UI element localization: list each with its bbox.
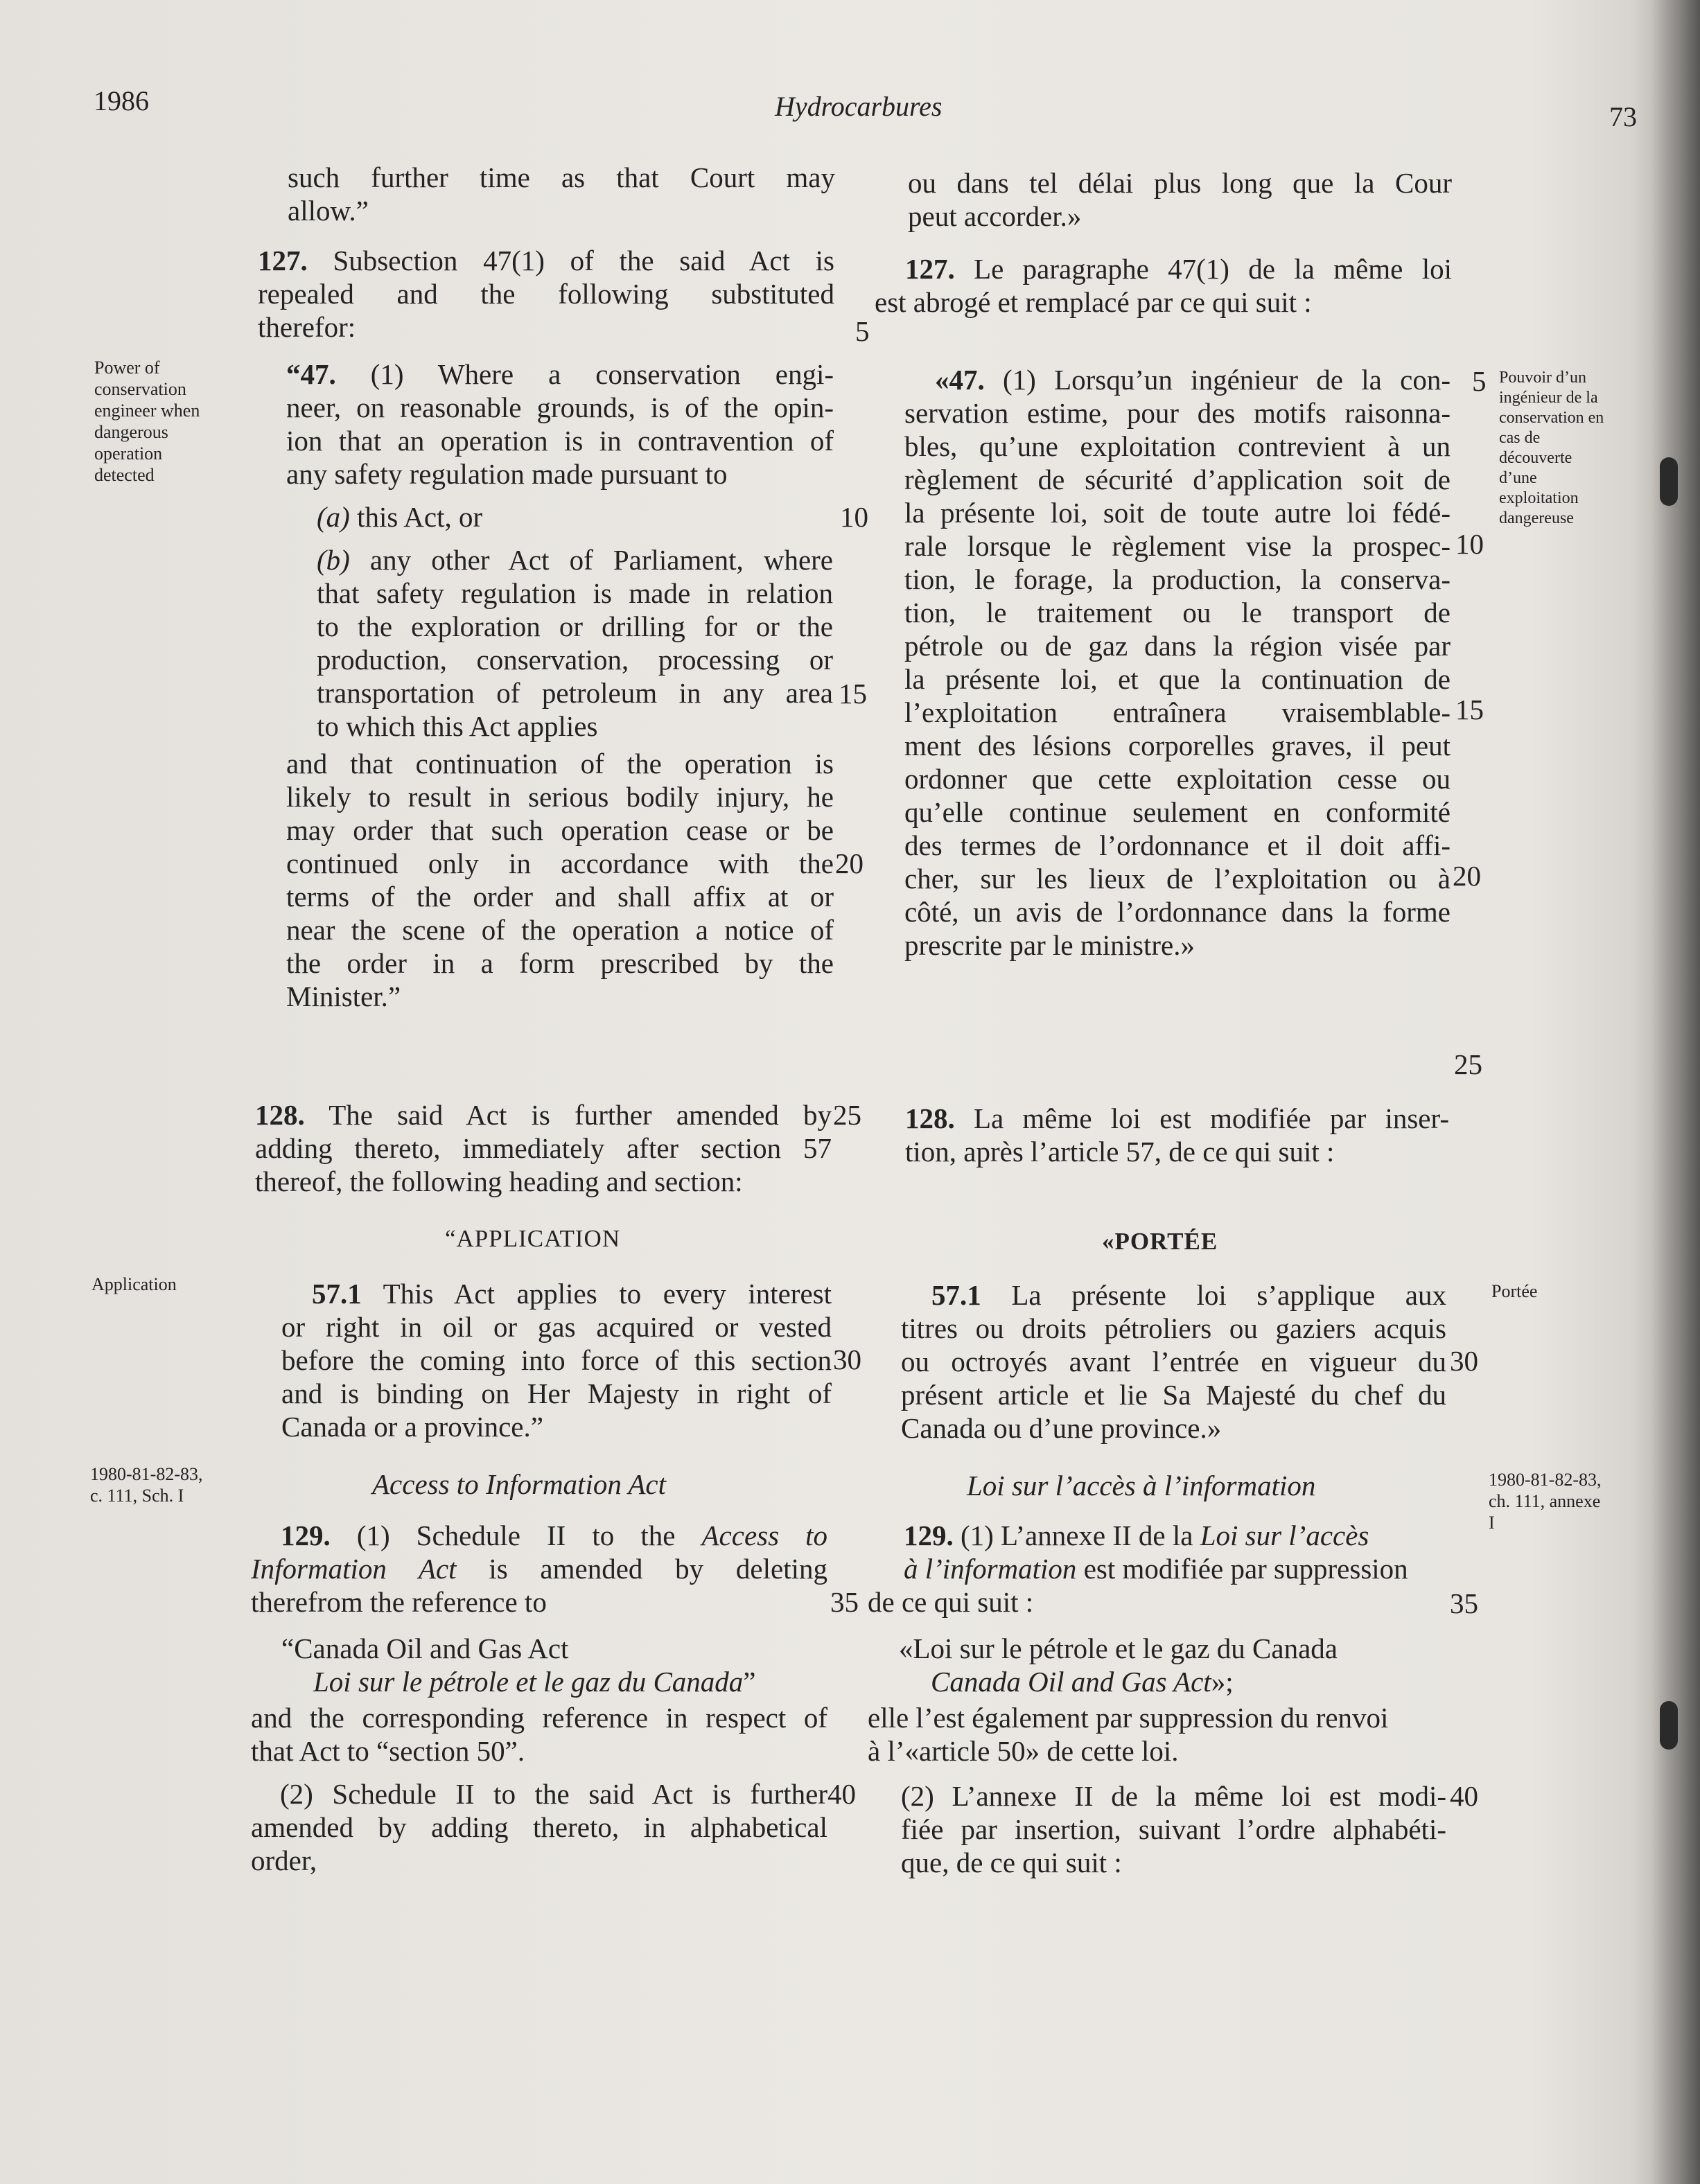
fr-margin-note-reference: 1980-81-82-83, ch. 111, annexe I [1489, 1470, 1602, 1533]
fr-section-127-number: 127. [905, 253, 955, 285]
header-title: Hydrocarbures [775, 91, 943, 122]
en-line-number-20: 20 [835, 847, 864, 879]
en-section-129-tail: and the corresponding reference in respect of that Act to “section 50”. [251, 1702, 827, 1767]
fr-line-number-20: 20 [1453, 860, 1481, 892]
page-edge-shadow [1651, 0, 1700, 2184]
en-line-number-5: 5 [855, 315, 870, 347]
fr-subheading: Loi sur l’accès à l’information [967, 1470, 1316, 1502]
header-year: 1986 [94, 85, 149, 116]
en-line-number-35: 35 [830, 1586, 859, 1618]
en-line-number-15: 15 [839, 678, 867, 710]
fr-section-129-2: (2) L’annexe II de la même loi est modi- fiée par insertion, suivant l’ordre alphabéti- que, de ce qui suit : [901, 1780, 1446, 1878]
fr-section-128: 128. La même loi est modifiée par inser- tion, après l’article 57, de ce qui suit : [905, 1102, 1449, 1168]
binder-hole-top [1660, 457, 1678, 506]
fr-paragraph-continuation: ou dans tel délai plus long que la Cour peut accorder.» [908, 167, 1452, 232]
fr-heading-portee: «PORTÉE [1102, 1228, 1218, 1255]
fr-line-number-10: 10 [1455, 528, 1484, 560]
en-section-129: 129. (1) Schedule II to the Access to Information Act is amended by deleting therefrom the reference to [251, 1520, 827, 1618]
en-section-127-number: 127. [258, 245, 308, 276]
fr-section-127: 127. Le paragraphe 47(1) de la même loi est abrogé et remplacé par ce qui suit : [875, 253, 1452, 318]
fr-margin-note-power: Pouvoir d’un ingénieur de la conservation en cas de découverte d’une exploitation dangereuse [1499, 369, 1604, 527]
en-line-number-10: 10 [840, 501, 868, 533]
fr-line-number-35: 35 [1450, 1587, 1478, 1619]
fr-section-129-tail: elle l’est également par suppression du renvoi à l’«article 50» de cette loi. [868, 1702, 1389, 1767]
fr-section-128-number: 128. [905, 1102, 955, 1134]
en-section-129-2: (2) Schedule II to the said Act is further amended by adding thereto, in alphabetical order, [251, 1778, 827, 1876]
en-margin-note-power: Power of conservation engineer when dangerous operation detected [94, 358, 200, 485]
en-margin-note-application: Application [91, 1274, 177, 1294]
en-paragraph-b: (b) any other Act of Parliament, where that safety regulation is made in relation to the exploration or drilling for or the production, conservation, processing or transportation of petroleum in any area to which this Act applies [317, 544, 833, 742]
en-section-47-tail: and that continuation of the operation is likely to result in serious bodily injury, he may order that such operation cease or be continued only in accordance with the terms of the order and shall affix at or near the scene of the operation a notice of the order in a form prescribed by the Minister.” [286, 748, 834, 1012]
fr-quote-block: «Loi sur le pétrole et le gaz du Canada Canada Oil and Gas Act»; [899, 1632, 1338, 1698]
fr-line-number-40: 40 [1450, 1780, 1478, 1812]
fr-line-number-25: 25 [1454, 1048, 1482, 1080]
en-paragraph-a: (a) this Act, or [317, 501, 483, 533]
en-section-128: 128. The said Act is further amended by adding thereto, immediately after section 57 thereof, the following heading and section: [255, 1099, 832, 1197]
fr-section-57-1: 57.1 La présente loi s’applique aux titres ou droits pétroliers ou gaziers acquis ou octroyés avant l’entrée en vigueur du présent article et lie Sa Majesté du chef du Canada ou d’une province.» [901, 1279, 1447, 1444]
fr-line-number-5: 5 [1472, 365, 1487, 397]
en-section-128-number: 128. [255, 1099, 305, 1131]
fr-section-57-1-number: 57.1 [931, 1279, 981, 1311]
en-line-number-25: 25 [833, 1099, 861, 1131]
en-subheading: Access to Information Act [372, 1468, 666, 1500]
en-section-127: 127. Subsection 47(1) of the said Act is repealed and the following substituted therefor: [258, 245, 835, 343]
en-heading-application: “APPLICATION [445, 1225, 621, 1252]
en-line-number-30: 30 [833, 1344, 861, 1375]
binder-hole-bottom [1660, 1701, 1678, 1750]
fr-section-47: «47. (1) Lorsqu’un ingénieur de la con- servation estime, pour des motifs raisonna- bles, qu’une exploitation contrevient à un règlement de sécurité d’application soit de la présente loi, soit de toute autre loi fédé- rale lorsque le règlement vise la prospec- tion, le forage, la production, la conserva- tion, le traitement ou le transport de pétrole ou de gaz dans la région visée par la présente loi, et que la continuation de l’exploitation entraînera vraisemblable- ment des lésions corporelles graves, il peut ordonner que cette exploitation cesse ou qu’elle continue seulement en conformité des termes de l’ordonnance et il doit affi- cher, sur les lieux de l’exploitation ou à côté, un avis de l’ordonnance dans la forme prescrite par le ministre.» [904, 364, 1451, 961]
header-page-number: 73 [1609, 101, 1637, 132]
en-section-47-number: “47. [286, 358, 336, 390]
en-section-57-1: 57.1 This Act applies to every interest or right in oil or gas acquired or vested before the coming into force of this section and is binding on Her Majesty in right of Canada or a province.” [281, 1278, 832, 1443]
en-section-47-intro: “47. (1) Where a conservation engi- neer, on reasonable grounds, is of the opin- ion that an operation is in contravention of any safety regulation made pursuant to [286, 358, 834, 490]
en-quote-block: “Canada Oil and Gas Act Loi sur le pétrole et le gaz du Canada” [281, 1632, 756, 1698]
fr-section-129: 129. (1) L’annexe II de la Loi sur l’accès à l’information est modifiée par suppression de ce qui suit : [868, 1520, 1408, 1618]
en-line-number-40: 40 [827, 1778, 856, 1810]
fr-section-129-number: 129. [904, 1520, 954, 1551]
en-paragraph-continuation: such further time as that Court may allow.” [288, 161, 835, 227]
en-section-129-number: 129. [281, 1520, 331, 1551]
fr-section-47-number: «47. [935, 364, 985, 396]
fr-margin-note-portee: Portée [1491, 1281, 1538, 1301]
fr-line-number-15: 15 [1455, 694, 1484, 725]
en-margin-note-reference: 1980-81-82-83, c. 111, Sch. I [90, 1464, 203, 1506]
fr-line-number-30: 30 [1450, 1345, 1478, 1377]
en-section-57-1-number: 57.1 [312, 1278, 362, 1310]
